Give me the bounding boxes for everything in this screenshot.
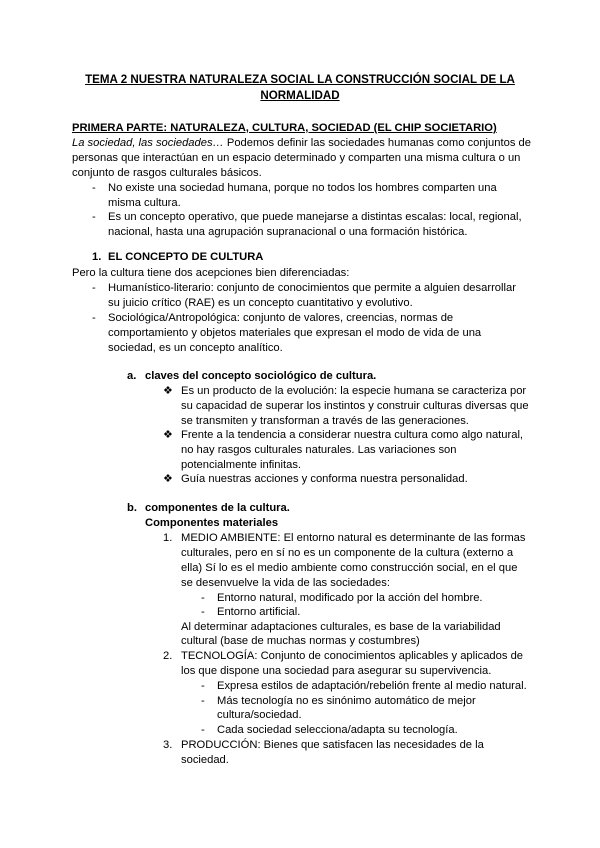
- subB-item1-dash1: Entorno natural, modificado por la acción del hombre.: [217, 592, 483, 604]
- dash-bullet-marker: -: [92, 211, 96, 223]
- subsection-a-letter: a.: [127, 370, 137, 382]
- subB-item2-dash2-line1: Más tecnología no es sinónimo automático de mejor: [217, 695, 476, 707]
- subA-item1-line3: se transmiten y transforman a través de las generaciones.: [181, 415, 469, 427]
- subB-item2-line1: TECNOLOGÍA: Conjunto de conocimientos aplicables y aplicados de: [181, 650, 524, 662]
- part1-bullet2-line1: Es un concepto operativo, que puede manejarse a distintas escalas: local, regional,: [108, 211, 522, 223]
- dash-bullet-marker: -: [201, 695, 205, 707]
- subsection-b-heading: componentes de la cultura.: [145, 502, 290, 514]
- subB-item3-line2: sociedad.: [181, 754, 229, 766]
- subA-item1-line2: su capacidad de superar los instintos y construir culturas diversas que: [181, 400, 529, 412]
- subB-item1-dash2: Entorno artificial.: [217, 606, 301, 618]
- section1-bullet2-line1: Sociológica/Antropológica: conjunto de valores, creencias, normas de: [108, 312, 454, 324]
- part1-bullet1-line2: misma cultura.: [108, 197, 181, 209]
- subA-item2-line1: Frente a la tendencia a considerar nuestra cultura como algo natural,: [181, 429, 524, 441]
- subsection-b-letter: b.: [127, 502, 137, 514]
- subB-item1-line1: MEDIO AMBIENTE: El entorno natural es determinante de las formas: [181, 532, 526, 544]
- dash-bullet-marker: -: [201, 592, 205, 604]
- document-title-line2: NORMALIDAD: [260, 89, 340, 102]
- section1-bullet2-line3: sociedad, es un concepto analítico.: [108, 342, 283, 354]
- section1-bullet1-line2: su juicio crítico (RAE) es un concepto cuantitativo y evolutivo.: [108, 297, 413, 309]
- subA-item2-line3: potencialmente infinitas.: [181, 459, 302, 471]
- section1-bullet2-line2: comportamiento y objetos materiales que expresan el modo de vida de una: [108, 327, 482, 339]
- section1-bullet1-line1: Humanístico-literario: conjunto de conocimientos que permite a alguien desarrollar: [108, 282, 516, 294]
- dash-bullet-marker: -: [92, 282, 96, 294]
- subB-item1-after2: cultural (base de muchas normas y costumbres): [181, 635, 420, 647]
- document-title-line1: TEMA 2 NUESTRA NATURALEZA SOCIAL LA CONSTRUCCIÓN SOCIAL DE LA: [85, 73, 515, 86]
- subsection-a-heading: claves del concepto sociológico de cultura.: [145, 370, 377, 382]
- subB-item2-dash2-line2: cultura/sociedad.: [217, 709, 302, 721]
- dash-bullet-marker: -: [92, 182, 96, 194]
- numbered-item-number: 1.: [163, 532, 173, 544]
- diamond-bullet-icon: ❖: [163, 473, 174, 485]
- subA-item1-line1: Es un producto de la evolución: la especie humana se caracteriza por: [181, 385, 527, 397]
- subB-item2-dash3: Cada sociedad selecciona/adapta su tecnología.: [217, 724, 458, 736]
- diamond-bullet-icon: ❖: [163, 385, 174, 397]
- dash-bullet-marker: -: [92, 312, 96, 324]
- part-heading: PRIMERA PARTE: NATURALEZA, CULTURA, SOCIEDAD (EL CHIP SOCIETARIO): [72, 122, 497, 134]
- dash-bullet-marker: -: [201, 680, 205, 692]
- subA-item3-line1: Guía nuestras acciones y conforma nuestra personalidad.: [181, 473, 468, 485]
- intro-line3: conjunto de rasgos culturales básicos.: [72, 167, 262, 179]
- intro-line2: personas que interactúan en un espacio determinado y comparten una misma cultura o un: [72, 152, 521, 164]
- numbered-item-number: 3.: [163, 739, 173, 751]
- diamond-bullet-icon: ❖: [163, 429, 174, 441]
- intro-line1: [72, 136, 531, 152]
- subB-item1-after1: Al determinar adaptaciones culturales, es base de la variabilidad: [181, 621, 501, 633]
- subB-item2-dash1: Expresa estilos de adaptación/rebelión frente al medio natural.: [217, 680, 527, 692]
- section-heading: EL CONCEPTO DE CULTURA: [108, 251, 264, 263]
- subA-item2-line2: no hay rasgos culturales naturales. Las variaciones son: [181, 444, 457, 456]
- section-intro: Pero la cultura tiene dos acepciones bien diferenciadas:: [72, 267, 350, 279]
- subB-item3-line1: PRODUCCIÓN: Bienes que satisfacen las necesidades de la: [181, 739, 484, 751]
- subB-item1-line3: ella) Sí lo es el medio ambiente como construcción social, en el que: [181, 562, 518, 574]
- subB-item1-line2: culturales, pero en sí no es un componente de la cultura (externo a: [181, 547, 514, 559]
- intro-italic: La sociedad, las sociedades…: [72, 137, 224, 149]
- intro-line1-rest: Podemos definir las sociedades humanas como conjuntos de: [223, 137, 531, 149]
- part1-bullet1-line1: No existe una sociedad humana, porque no todos los hombres comparten una: [108, 182, 497, 194]
- dash-bullet-marker: -: [201, 724, 205, 736]
- part1-bullet2-line2: nacional, hasta una agrupación supranacional o una formación histórica.: [108, 226, 468, 238]
- subB-item2-line2: los que dispone una sociedad para asegurar su supervivencia.: [181, 665, 492, 677]
- section-number: 1.: [92, 251, 102, 263]
- subB-item1-line4: se desenvuelve la vida de las sociedades:: [181, 577, 390, 589]
- subsection-b-subheading: Componentes materiales: [145, 517, 279, 529]
- numbered-item-number: 2.: [163, 650, 173, 662]
- dash-bullet-marker: -: [201, 606, 205, 618]
